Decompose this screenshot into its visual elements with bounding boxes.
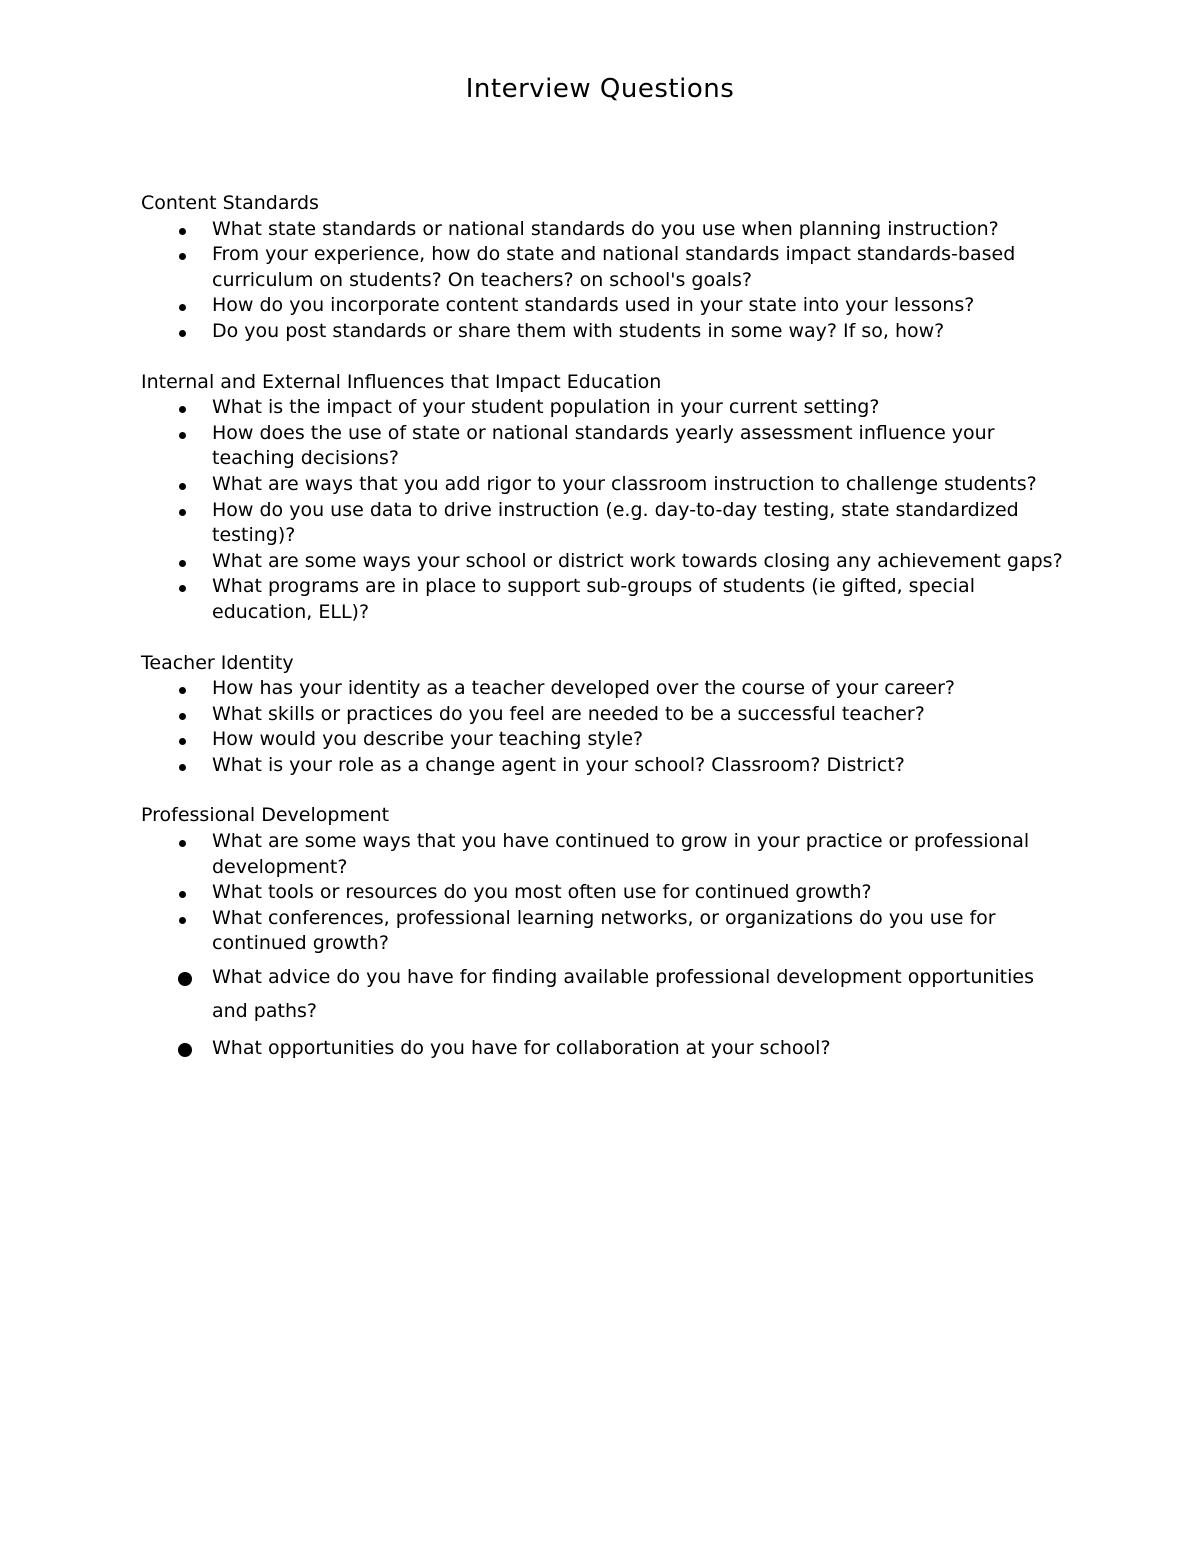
bullet-icon <box>179 253 186 260</box>
bullet-icon <box>179 764 186 771</box>
bullet-icon <box>179 891 186 898</box>
question-list <box>141 676 1071 778</box>
bullet-icon <box>179 483 186 490</box>
bullet-icon <box>179 560 186 567</box>
bullet-icon <box>179 406 186 413</box>
section-content-standards <box>141 191 1071 345</box>
list-item <box>141 242 1071 293</box>
question-text: How do you incorporate content standards used in your state into your lessons? <box>212 294 975 317</box>
list-item <box>141 498 1071 549</box>
bullet-icon <box>179 330 186 337</box>
list-item <box>141 472 1071 498</box>
question-list <box>141 395 1071 625</box>
page-title: Interview Questions <box>465 74 735 104</box>
bullet-icon <box>179 738 186 745</box>
bullet-icon <box>179 304 186 311</box>
question-text: What is your role as a change agent in your school? Classroom? District? <box>212 753 905 776</box>
list-item <box>141 727 1071 753</box>
section-heading: Internal and External Influences that Impact Education <box>141 370 662 393</box>
question-text: What advice do you have for finding available professional development opportunities and paths? <box>212 966 1035 1023</box>
bullet-icon <box>179 432 186 439</box>
list-item <box>141 880 1071 906</box>
section-heading: Teacher Identity <box>141 651 294 674</box>
bullet-icon <box>179 228 186 235</box>
question-text: What skills or practices do you feel are needed to be a successful teacher? <box>212 702 925 725</box>
list-item <box>141 421 1071 472</box>
list-item <box>141 395 1071 421</box>
list-item <box>141 829 1071 880</box>
list-item <box>141 217 1071 243</box>
question-text: What tools or resources do you most often use for continued growth? <box>212 881 872 904</box>
question-text: Do you post standards or share them with students in some way? If so, how? <box>212 319 945 342</box>
question-text: What state standards or national standards do you use when planning instruction? <box>212 217 999 240</box>
list-item <box>141 549 1071 575</box>
list-item <box>141 293 1071 319</box>
section-teacher-identity <box>141 651 1071 779</box>
bullet-icon <box>179 917 186 924</box>
list-item <box>141 1031 1071 1065</box>
bullet-icon <box>178 972 192 986</box>
section-influences <box>141 370 1071 626</box>
list-item <box>141 676 1071 702</box>
section-heading: Professional Development <box>141 804 390 827</box>
question-text: From your experience, how do state and national standards impact standards-based curriculum on students? On teachers? on school's goals? <box>212 243 1016 291</box>
bullet-icon <box>179 840 186 847</box>
question-text: What are ways that you add rigor to your classroom instruction to challenge students? <box>212 472 1037 495</box>
bullet-icon <box>179 585 186 592</box>
question-list <box>141 217 1071 345</box>
question-text: How do you use data to drive instruction (e.g. day-to-day testing, state standardized testing)? <box>212 498 1019 547</box>
list-item <box>141 960 1071 1028</box>
question-list <box>141 829 1071 1065</box>
list-item <box>141 702 1071 728</box>
question-text: How does the use of state or national standards yearly assessment influence your teaching decisions? <box>212 421 995 470</box>
question-text: What programs are in place to support sub-groups of students (ie gifted, special education, ELL)? <box>212 575 975 623</box>
bullet-icon <box>179 509 186 516</box>
bullet-icon <box>179 687 186 694</box>
section-heading: Content Standards <box>141 192 319 214</box>
question-text: How would you describe your teaching style? <box>212 728 644 751</box>
bullet-icon <box>178 1043 192 1057</box>
question-text: What are some ways your school or district work towards closing any achievement gaps? <box>212 549 1063 572</box>
document-body <box>141 191 1071 1090</box>
list-item <box>141 906 1071 957</box>
question-text: What conferences, professional learning networks, or organizations do you use for continued growth? <box>212 906 996 955</box>
list-item <box>141 319 1071 345</box>
question-text: What are some ways that you have continued to grow in your practice or professional development? <box>212 830 1030 878</box>
question-text: What is the impact of your student population in your current setting? <box>212 396 880 419</box>
question-text: What opportunities do you have for collaboration at your school? <box>212 1037 831 1060</box>
section-professional-development <box>141 803 1071 1065</box>
question-text: How has your identity as a teacher developed over the course of your career? <box>212 677 955 700</box>
list-item <box>141 574 1071 625</box>
bullet-icon <box>179 713 186 720</box>
list-item <box>141 753 1071 779</box>
